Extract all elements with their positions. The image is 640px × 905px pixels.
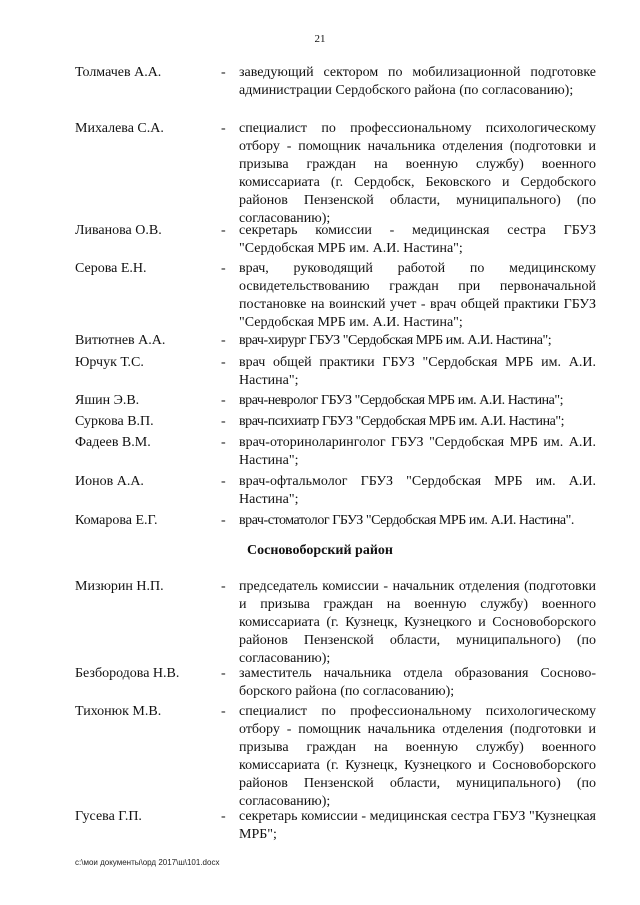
member-name: Михалева С.А. xyxy=(75,121,164,136)
member-role: заведующий сектором по мобилизационной подготовке администрации Сердобского района (по согласованию); xyxy=(239,65,596,98)
member-role: секретарь комиссии - медицинская сестра ГБУЗ "Кузнецкая МРБ"; xyxy=(239,809,596,842)
member-name: Мизюрин Н.П. xyxy=(75,579,164,594)
entry-dash: - xyxy=(221,513,226,528)
entry-dash: - xyxy=(221,809,226,824)
entry-dash: - xyxy=(221,474,226,489)
member-name: Гусева Г.П. xyxy=(75,809,142,824)
entry-dash: - xyxy=(221,393,226,408)
member-name: Юрчук Т.С. xyxy=(75,355,144,370)
entry-dash: - xyxy=(221,333,226,348)
member-role: секретарь комиссии - медицинская сестра ГБУЗ "Сердобская МРБ им. А.И. Настина"; xyxy=(239,223,596,256)
member-name: Комарова Е.Г. xyxy=(75,513,158,528)
entry-dash: - xyxy=(221,579,226,594)
member-role: заместитель начальника отдела образования Сосново-борского района (по согласованию); xyxy=(239,666,596,699)
member-role: врач общей практики ГБУЗ "Сердобская МРБ им. А.И. Настина"; xyxy=(239,355,596,388)
entry-dash: - xyxy=(221,223,226,238)
member-name: Фадеев В.М. xyxy=(75,435,151,450)
entry-dash: - xyxy=(221,121,226,136)
footer-file-path: c:\мои документы\орд 2017\ш\101.docx xyxy=(75,858,220,867)
entry-dash: - xyxy=(221,435,226,450)
member-role: специалист по профессиональному психологическому отбору - помощник начальника отделения (подготовки и призыва граждан на военную службу) военного комиссариата (г. Кузнецк, Кузнецкого и Сосновоборского районов Пензенской области, муниципального) (по согласованию); xyxy=(239,704,596,809)
page-number: 21 xyxy=(314,33,326,45)
entry-dash: - xyxy=(221,261,226,276)
member-role: специалист по профессиональному психологическому отбору - помощник начальника отделения (подготовки и призыва граждан на военную службу) военного комиссариата (г. Сердобск, Бековского и Сердобского районов Пензенской области, муниципального) (по согласованию); xyxy=(239,121,596,226)
member-role: врач-невролог ГБУЗ "Сердобская МРБ им. А.И. Настина"; xyxy=(239,393,564,408)
member-name: Серова Е.Н. xyxy=(75,261,147,276)
member-role: врач-стоматолог ГБУЗ "Сердобская МРБ им. А.И. Настина". xyxy=(239,513,574,528)
section-heading: Сосновоборский район xyxy=(247,543,393,558)
member-name: Суркова В.П. xyxy=(75,414,154,429)
member-role: врач-хирург ГБУЗ "Сердобская МРБ им. А.И. Настина"; xyxy=(239,333,552,348)
member-role: председатель комиссии - начальник отделения (подготовки и призыва граждан на военную службу) военного комиссариата (г. Кузнецк, Кузнецкого и Сосновоборского районов Пензенской области, муниципального) (по согласованию); xyxy=(239,579,596,666)
member-name: Безбородова Н.В. xyxy=(75,666,180,681)
entry-dash: - xyxy=(221,65,226,80)
entry-dash: - xyxy=(221,666,226,681)
entry-dash: - xyxy=(221,355,226,370)
entry-dash: - xyxy=(221,414,226,429)
member-role: врач-оториноларинголог ГБУЗ "Сердобская МРБ им. А.И. Настина"; xyxy=(239,435,596,468)
member-name: Ливанова О.В. xyxy=(75,223,162,238)
entry-dash: - xyxy=(221,704,226,719)
member-name: Тихонюк М.В. xyxy=(75,704,162,719)
member-name: Витютнев А.А. xyxy=(75,333,166,348)
member-role: врач, руководящий работой по медицинскому освидетельствованию граждан при первоначальной постановке на воинский учет - врач общей практики ГБУЗ "Сердобская МРБ им. А.И. Настина"; xyxy=(239,261,596,330)
member-role: врач-офтальмолог ГБУЗ "Сердобская МРБ им. А.И. Настина"; xyxy=(239,474,596,507)
member-name: Яшин Э.В. xyxy=(75,393,140,408)
member-name: Ионов А.А. xyxy=(75,474,144,489)
member-role: врач-психиатр ГБУЗ "Сердобская МРБ им. А.И. Настина"; xyxy=(239,414,565,429)
member-name: Толмачев А.А. xyxy=(75,65,162,80)
